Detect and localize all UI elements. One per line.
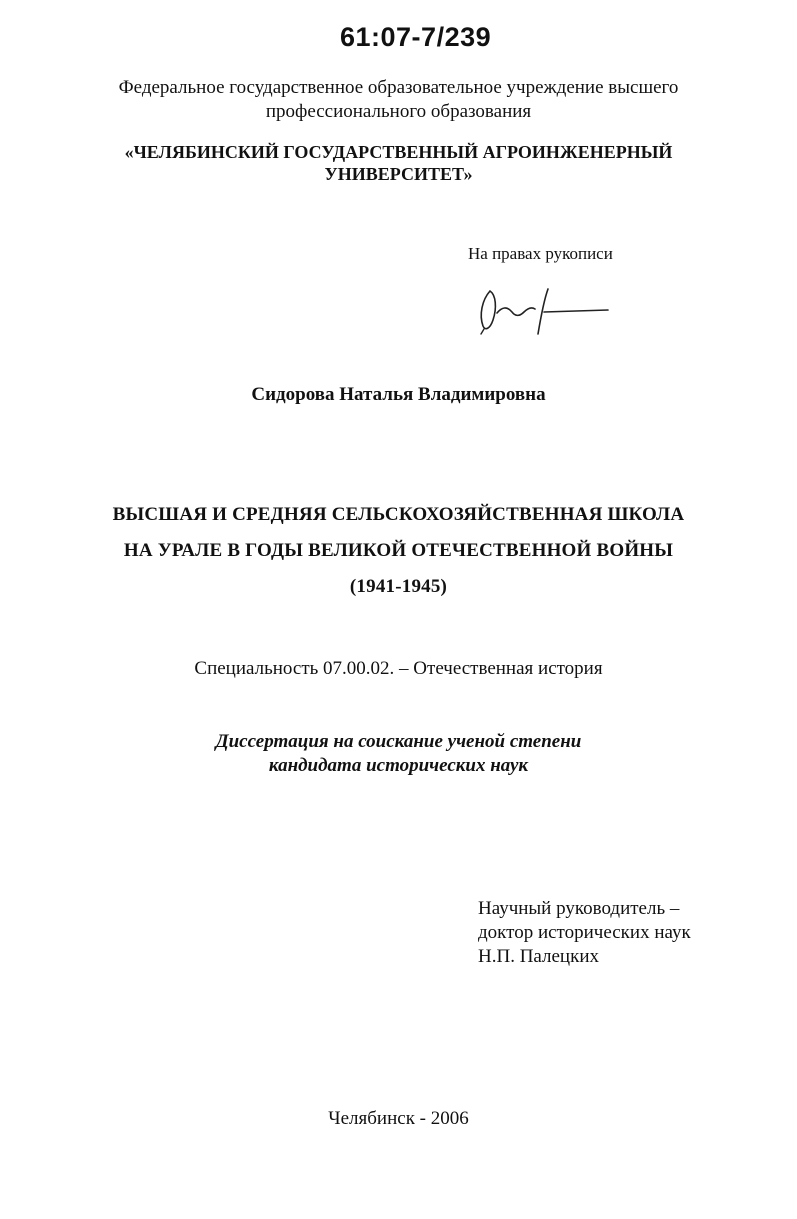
university-line-1: «ЧЕЛЯБИНСКИЙ ГОСУДАРСТВЕННЫЙ АГРОИНЖЕНЕРНЫЙ — [124, 142, 673, 162]
archive-code: 61:07-7/239 — [340, 22, 492, 52]
institution-line-1: Федеральное государственное образовательное учреждение высшего — [118, 77, 679, 98]
supervisor-name: Н.П. Палецких — [478, 946, 599, 967]
handwritten-signature-icon — [474, 282, 614, 340]
thesis-title-line-1: ВЫСШАЯ И СРЕДНЯЯ СЕЛЬСКОХОЗЯЙСТВЕННАЯ ШКОЛА — [112, 504, 685, 525]
institution-line-2: профессионального образования — [265, 101, 532, 122]
specialty: Специальность 07.00.02. – Отечественная история — [194, 658, 603, 679]
degree-line-2: кандидата исторических наук — [268, 755, 529, 776]
manuscript-note: На правах рукописи — [468, 244, 613, 263]
supervisor-degree: доктор исторических наук — [478, 922, 691, 943]
author-name: Сидорова Наталья Владимировна — [251, 384, 546, 405]
university-line-2: УНИВЕРСИТЕТ» — [324, 164, 473, 184]
thesis-title-years: (1941-1945) — [349, 576, 448, 597]
supervisor-role: Научный руководитель – — [478, 898, 680, 919]
degree-line-1: Диссертация на соискание ученой степени — [215, 731, 582, 752]
place-and-year: Челябинск - 2006 — [328, 1108, 469, 1129]
thesis-title-line-2: НА УРАЛЕ В ГОДЫ ВЕЛИКОЙ ОТЕЧЕСТВЕННОЙ ВОЙНЫ — [123, 540, 674, 561]
